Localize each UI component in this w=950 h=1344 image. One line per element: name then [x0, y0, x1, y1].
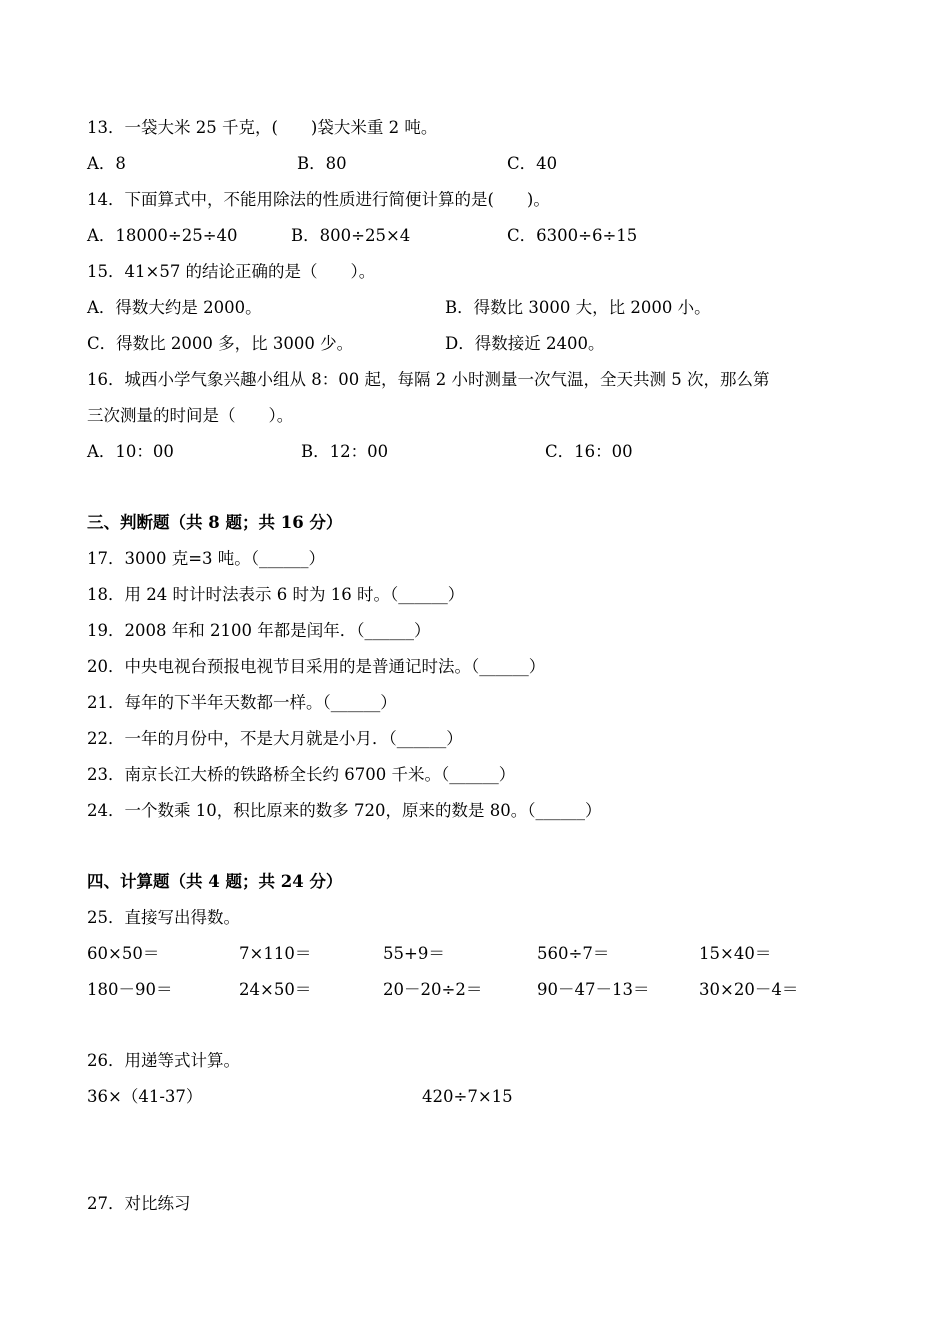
- question-18: 18．用 24 时计时法表示 6 时为 16 时。（______）: [87, 585, 465, 604]
- q13-option-b: B．80: [297, 154, 347, 173]
- calc-item: 60×50＝: [87, 944, 160, 963]
- question-22: 22．一年的月份中，不是大月就是小月．（______）: [87, 729, 463, 748]
- question-24: 24．一个数乘 10，积比原来的数多 720，原来的数是 80。（______）: [87, 801, 602, 820]
- calc-item: 560÷7＝: [537, 944, 610, 963]
- question-19: 19．2008 年和 2100 年都是闰年．（______）: [87, 621, 431, 640]
- q16-option-a: A．10：00: [87, 442, 174, 461]
- q13-option-c: C．40: [507, 154, 558, 173]
- question-26: 26．用递等式计算。: [87, 1051, 240, 1070]
- calc-item: 24×50＝: [239, 980, 312, 999]
- calc-item: 90－47－13＝: [537, 980, 650, 999]
- question-16-line-2: 三次测量的时间是（ ）。: [87, 406, 294, 425]
- q16-option-c: C．16：00: [545, 442, 633, 461]
- question-13: 13．一袋大米 25 千克，( )袋大米重 2 吨。: [87, 118, 438, 137]
- calc-item: 180－90＝: [87, 980, 173, 999]
- q13-option-a: A．8: [87, 154, 126, 173]
- q15-option-a: A．得数大约是 2000。: [87, 298, 262, 317]
- question-25: 25．直接写出得数。: [87, 908, 240, 927]
- q14-option-b: B．800÷25×4: [291, 226, 411, 245]
- section-4-heading: 四、计算题（共 4 题；共 24 分）: [87, 872, 343, 891]
- question-16-line-1: 16．城西小学气象兴趣小组从 8：00 起，每隔 2 小时测量一次气温，全天共测 5 次，那么第: [87, 370, 770, 389]
- calc-item: 30×20－4＝: [699, 980, 799, 999]
- stepwise-item: 420÷7×15: [422, 1087, 513, 1106]
- question-21: 21．每年的下半年天数都一样。（______）: [87, 693, 397, 712]
- calc-item: 7×110＝: [239, 944, 312, 963]
- calc-item: 55+9＝: [383, 944, 445, 963]
- calc-item: 15×40＝: [699, 944, 772, 963]
- calc-item: 20－20÷2＝: [383, 980, 483, 999]
- question-27: 27．对比练习: [87, 1194, 191, 1213]
- q14-option-c: C．6300÷6÷15: [507, 226, 638, 245]
- question-15: 15．41×57 的结论正确的是（ ）。: [87, 262, 376, 281]
- q15-option-b: B．得数比 3000 大，比 2000 小。: [445, 298, 711, 317]
- question-14: 14．下面算式中，不能用除法的性质进行简便计算的是( )。: [87, 190, 550, 209]
- section-3-heading: 三、判断题（共 8 题；共 16 分）: [87, 513, 343, 532]
- q14-option-a: A．18000÷25÷40: [87, 226, 238, 245]
- q15-option-d: D．得数接近 2400。: [445, 334, 605, 353]
- question-17: 17．3000 克=3 吨。（______）: [87, 549, 326, 568]
- q15-option-c: C．得数比 2000 多，比 3000 少。: [87, 334, 354, 353]
- question-20: 20．中央电视台预报电视节目采用的是普通记时法。（______）: [87, 657, 546, 676]
- q16-option-b: B．12：00: [301, 442, 389, 461]
- stepwise-item: 36×（41-37）: [87, 1087, 203, 1106]
- question-23: 23．南京长江大桥的铁路桥全长约 6700 千米。（______）: [87, 765, 516, 784]
